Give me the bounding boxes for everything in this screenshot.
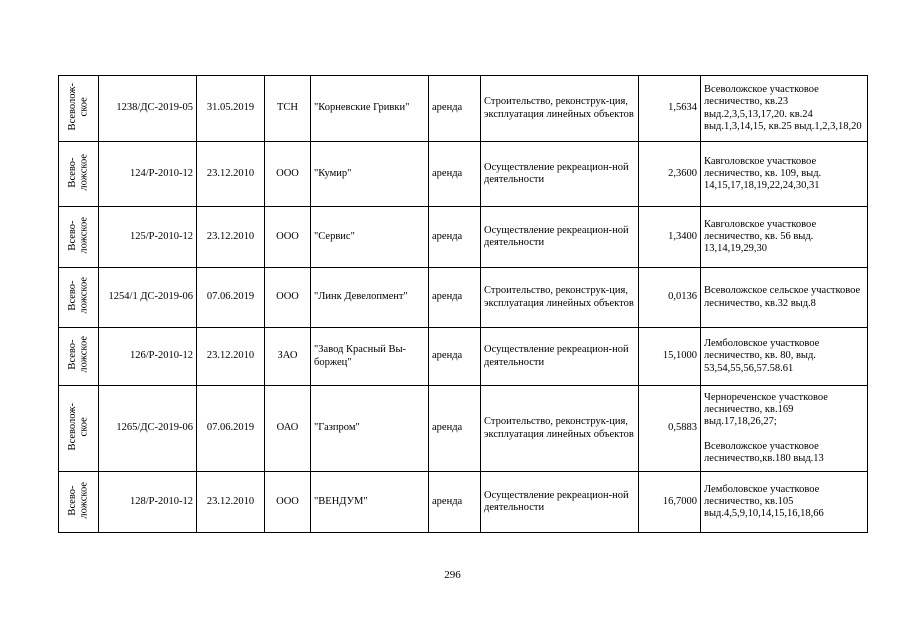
use-type-cell: аренда [429,328,481,386]
purpose-cell: Осуществление рекреацион-ной деятельности [481,207,639,268]
contract-date-cell: 23.12.2010 [197,207,265,268]
legal-form-cell: ЗАО [265,328,311,386]
table-row [59,142,868,207]
legal-form-cell: ОАО [265,386,311,472]
district-cell [59,328,99,386]
use-type-cell: аренда [429,142,481,207]
contract-number-cell: 125/Р-2010-12 [99,207,197,268]
location-cell: Всеволожское участковое лесничество, кв.23 выд.2,3,5,13,17,20. кв.24 выд.1,3,14,15, кв.25 выд.1,2,3,18,20 [701,76,868,142]
location-cell: Чернореченское участковое лесничество, кв.169 выд.17,18,26,27; Всеволожское участковое лесничество,кв.180 выд.13 [701,386,868,472]
use-type-cell: аренда [429,207,481,268]
district-label: Всеволож- ское [66,402,90,451]
district-label: Всево- ложское [66,216,90,254]
contract-number-cell: 1265/ДС-2019-06 [99,386,197,472]
area-cell: 0,5883 [639,386,701,472]
contract-date-cell: 31.05.2019 [197,76,265,142]
page-number: 296 [444,569,461,581]
use-type-cell: аренда [429,472,481,533]
use-type-cell: аренда [429,268,481,328]
district-cell [59,268,99,328]
district-label: Всево- ложское [66,153,90,191]
organization-cell: "Кумир" [311,142,429,207]
table-row [59,268,868,328]
legal-form-cell: ООО [265,268,311,328]
district-cell [59,472,99,533]
location-cell: Лемболовское участковое лесничество, кв. 80, выд. 53,54,55,56,57.58.61 [701,328,868,386]
purpose-cell: Осуществление рекреацион-ной деятельности [481,472,639,533]
area-cell: 1,3400 [639,207,701,268]
purpose-cell: Строительство, реконструк-ция, эксплуатация линейных объектов [481,268,639,328]
purpose-cell: Строительство, реконструк-ция, эксплуатация линейных объектов [481,386,639,472]
organization-cell: "Сервис" [311,207,429,268]
contract-number-cell: 128/Р-2010-12 [99,472,197,533]
district-label: Всево- ложское [66,336,90,373]
legal-form-cell: ТСН [265,76,311,142]
contract-date-cell: 07.06.2019 [197,268,265,328]
contract-date-cell: 23.12.2010 [197,472,265,533]
contract-number-cell: 126/Р-2010-12 [99,328,197,386]
organization-cell: "ВЕНДУМ" [311,472,429,533]
area-cell: 16,7000 [639,472,701,533]
contract-number-cell: 124/Р-2010-12 [99,142,197,207]
use-type-cell: аренда [429,76,481,142]
district-cell [59,142,99,207]
organization-cell: "Завод Красный Вы-боржец" [311,328,429,386]
location-cell: Лемболовское участковое лесничество, кв.105 выд.4,5,9,10,14,15,16,18,66 [701,472,868,533]
district-cell [59,386,99,472]
contract-number-cell: 1238/ДС-2019-05 [99,76,197,142]
contract-date-cell: 23.12.2010 [197,142,265,207]
lease-table [58,75,868,533]
contract-number-cell: 1254/1 ДС-2019-06 [99,268,197,328]
area-cell: 15,1000 [639,328,701,386]
district-cell [59,76,99,142]
use-type-cell: аренда [429,386,481,472]
purpose-cell: Строительство, реконструк-ция, эксплуатация линейных объектов [481,76,639,142]
legal-form-cell: ООО [265,207,311,268]
table-row [59,472,868,533]
area-cell: 2,3600 [639,142,701,207]
district-cell [59,207,99,268]
contract-date-cell: 23.12.2010 [197,328,265,386]
legal-form-cell: ООО [265,472,311,533]
location-cell: Кавголовское участковое лесничество, кв. 109, выд. 14,15,17,18,19,22,24,30,31 [701,142,868,207]
table-row [59,328,868,386]
organization-cell: "Газпром" [311,386,429,472]
contract-date-cell: 07.06.2019 [197,386,265,472]
table-row [59,207,868,268]
table-row [59,386,868,472]
location-cell: Кавголовское участковое лесничество, кв. 56 выд. 13,14,19,29,30 [701,207,868,268]
location-cell: Всеволожское сельское участковое лесничество, кв.32 выд.8 [701,268,868,328]
district-label: Всеволож- ское [66,82,90,131]
district-label: Всево- ложское [66,481,90,519]
table-body [59,76,868,533]
district-label: Всево- ложское [66,277,90,314]
area-cell: 0,0136 [639,268,701,328]
organization-cell: "Корневские Гривки" [311,76,429,142]
legal-form-cell: ООО [265,142,311,207]
purpose-cell: Осуществление рекреацион-ной деятельности [481,142,639,207]
purpose-cell: Осуществление рекреацион-ной деятельности [481,328,639,386]
area-cell: 1,5634 [639,76,701,142]
organization-cell: "Линк Девелопмент" [311,268,429,328]
table-row [59,76,868,142]
